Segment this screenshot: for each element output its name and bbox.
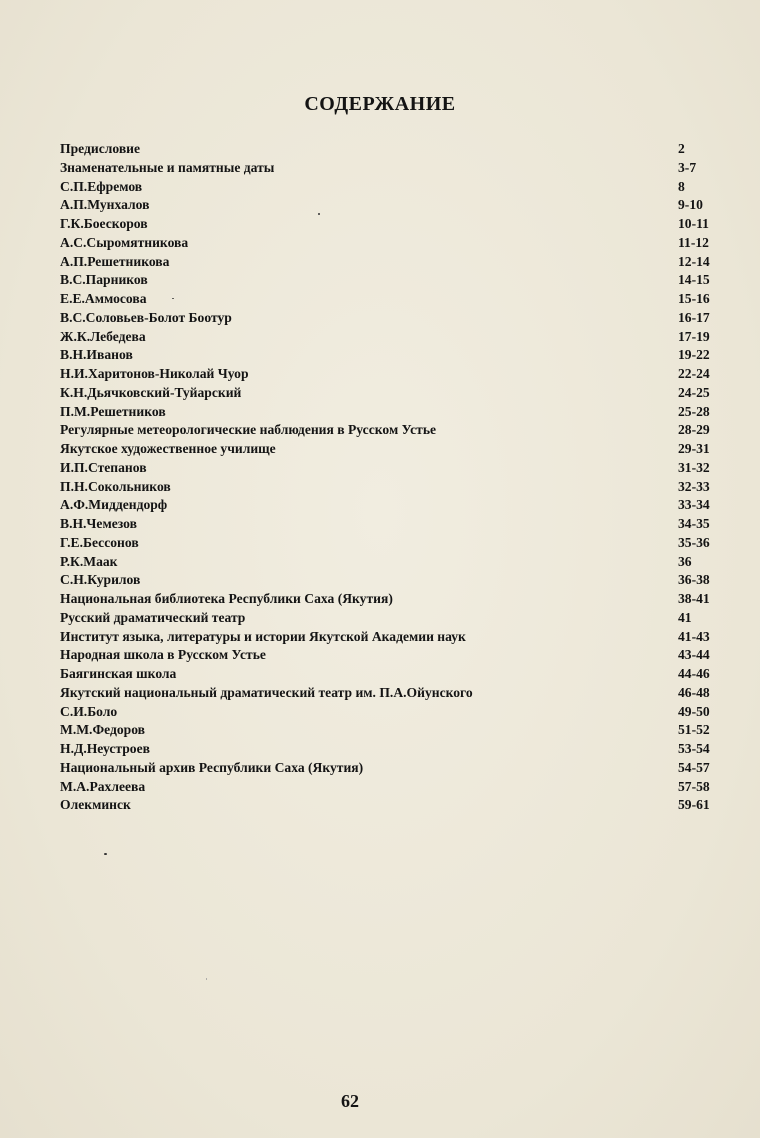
toc-entry	[60, 646, 750, 665]
toc-entry	[60, 271, 750, 290]
toc-entry-title: А.П.Решетникова	[60, 253, 170, 269]
toc-entry-pages: 14-15	[678, 272, 710, 288]
toc-entry	[60, 778, 750, 797]
toc-entry-title: Национальная библиотека Республики Саха (Якутия)	[60, 591, 393, 606]
toc-entry	[60, 571, 750, 590]
toc-entry-title: Олекминск	[60, 797, 131, 813]
toc-entry	[60, 553, 750, 572]
toc-entry	[60, 703, 750, 722]
toc-entry-title: Национальный архив Республики Саха (Якутия)	[60, 759, 364, 775]
toc-entry	[60, 346, 750, 365]
toc-entry-title: Институт языка, литературы и истории Якутской Академии наук	[60, 628, 466, 644]
toc-entry-pages: 8	[678, 178, 685, 194]
toc-entry-pages: 59-61	[678, 797, 710, 813]
toc-entry	[60, 796, 750, 815]
toc-entry-pages: 41	[678, 609, 692, 625]
toc-entry-title: Русский драматический театр	[60, 609, 246, 625]
toc-entry	[60, 515, 750, 534]
toc-entry-pages: 43-44	[678, 647, 710, 663]
toc-entry-title: Г.Е.Бессонов	[60, 534, 139, 550]
print-speck	[206, 978, 207, 980]
toc-entry	[60, 759, 750, 778]
toc-entry	[60, 403, 750, 422]
toc-entry-pages: 49-50	[678, 703, 710, 719]
toc-entry	[60, 459, 750, 478]
print-speck	[172, 298, 174, 299]
toc-entry	[60, 740, 750, 759]
print-speck	[318, 213, 320, 215]
toc-entry-title: Баягинская школа	[60, 666, 177, 681]
toc-entry-pages: 10-11	[678, 216, 709, 231]
toc-entry-pages: 51-52	[678, 722, 710, 738]
toc-entry-pages: 29-31	[678, 441, 710, 456]
toc-entry-pages: 44-46	[678, 666, 710, 681]
toc-entry-pages: 31-32	[678, 459, 710, 475]
toc-entry	[60, 609, 750, 628]
toc-entry	[60, 665, 750, 684]
toc-entry	[60, 384, 750, 403]
toc-entry-title: Регулярные метеорологические наблюдения в Русском Устье	[60, 422, 437, 438]
toc-entry	[60, 234, 750, 253]
toc-entry	[60, 684, 750, 703]
toc-entry	[60, 534, 750, 553]
toc-entry-pages: 9-10	[678, 197, 703, 213]
toc-entry	[60, 365, 750, 384]
toc-entry	[60, 253, 750, 272]
toc-entry-pages: 12-14	[678, 253, 710, 269]
toc-entry-title: П.Н.Сокольников	[60, 478, 171, 494]
toc-entry	[60, 721, 750, 740]
toc-entry-pages: 24-25	[678, 384, 710, 400]
toc-entry-pages: 53-54	[678, 741, 710, 756]
toc-entry-pages: 33-34	[678, 497, 710, 513]
toc-entry-pages: 57-58	[678, 778, 710, 794]
toc-entry	[60, 178, 750, 197]
toc-entry-pages: 11-12	[678, 234, 709, 250]
toc-entry-pages: 34-35	[678, 516, 710, 531]
toc-entry-title: Народная школа в Русском Устье	[60, 647, 266, 663]
toc-entry-title: М.А.Рахлеева	[60, 778, 146, 794]
toc-entry-title: В.Н.Иванов	[60, 347, 133, 363]
page-number: 62	[341, 1091, 359, 1111]
toc-entry	[60, 140, 750, 159]
toc-entry	[60, 421, 750, 440]
toc-entry-title: П.М.Решетников	[60, 403, 166, 419]
toc-entry	[60, 440, 750, 459]
toc-entry-pages: 17-19	[678, 328, 710, 344]
toc-entry	[60, 478, 750, 497]
toc-entry-pages: 46-48	[678, 684, 710, 700]
toc-entry-title: Знаменательные и памятные даты	[60, 159, 275, 175]
toc-entry-title: М.М.Федоров	[60, 722, 146, 738]
toc-entry-title: И.П.Степанов	[60, 459, 147, 475]
toc-entry-pages: 15-16	[678, 291, 710, 306]
toc-entry-title: А.С.Сыромятникова	[60, 234, 189, 250]
toc-entry	[60, 628, 750, 647]
toc-entry-title: Г.К.Боескоров	[60, 216, 148, 231]
toc-entry	[60, 590, 750, 609]
toc-entry-title: Якутское художественное училище	[60, 441, 276, 456]
toc-entry-pages: 2	[678, 141, 685, 156]
toc-entry-title: Е.Е.Аммосова	[60, 291, 147, 306]
toc-entry-pages: 16-17	[678, 309, 710, 325]
toc-entry-title: К.Н.Дьячковский-Туйарский	[60, 384, 242, 400]
toc-entry-title: В.Н.Чемезов	[60, 516, 137, 531]
toc-entry	[60, 290, 750, 309]
toc-entry	[60, 496, 750, 515]
toc-entry-pages: 36	[678, 553, 692, 569]
page-title: СОДЕРЖАНИЕ	[304, 93, 456, 115]
toc-entry	[60, 159, 750, 178]
print-speck	[104, 853, 107, 855]
toc-entry	[60, 328, 750, 347]
toc-entry	[60, 196, 750, 215]
toc-entry	[60, 309, 750, 328]
toc-entry	[60, 215, 750, 234]
table-of-contents	[60, 140, 750, 815]
toc-entry-pages: 22-24	[678, 366, 710, 381]
toc-entry-pages: 3-7	[678, 159, 697, 175]
toc-entry-title: Якутский национальный драматический театр им. П.А.Ойунского	[60, 684, 473, 700]
toc-entry-title: В.С.Соловьев-Болот Боотур	[60, 309, 232, 325]
toc-entry-pages: 28-29	[678, 422, 710, 438]
toc-entry-title: С.П.Ефремов	[60, 178, 143, 194]
toc-entry-pages: 41-43	[678, 628, 710, 644]
toc-entry-title: Предисловие	[60, 141, 141, 156]
toc-entry-pages: 25-28	[678, 403, 710, 419]
toc-entry-title: Ж.К.Лебедева	[60, 328, 146, 344]
toc-entry-title: А.Ф.Миддендорф	[60, 497, 168, 513]
toc-entry-title: А.П.Мунхалов	[60, 197, 150, 213]
toc-entry-title: Р.К.Маак	[60, 553, 118, 569]
toc-entry-title: Н.И.Харитонов-Николай Чуор	[60, 366, 249, 381]
toc-entry-pages: 54-57	[678, 759, 710, 775]
toc-entry-pages: 19-22	[678, 347, 710, 363]
toc-entry-title: С.Н.Курилов	[60, 572, 141, 588]
toc-entry-title: Н.Д.Неустроев	[60, 741, 150, 756]
toc-entry-pages: 35-36	[678, 534, 710, 550]
toc-entry-pages: 38-41	[678, 591, 710, 606]
toc-entry-pages: 36-38	[678, 572, 710, 588]
toc-entry-title: В.С.Парников	[60, 272, 148, 288]
toc-entry-title: С.И.Боло	[60, 703, 118, 719]
toc-entry-pages: 32-33	[678, 478, 710, 494]
